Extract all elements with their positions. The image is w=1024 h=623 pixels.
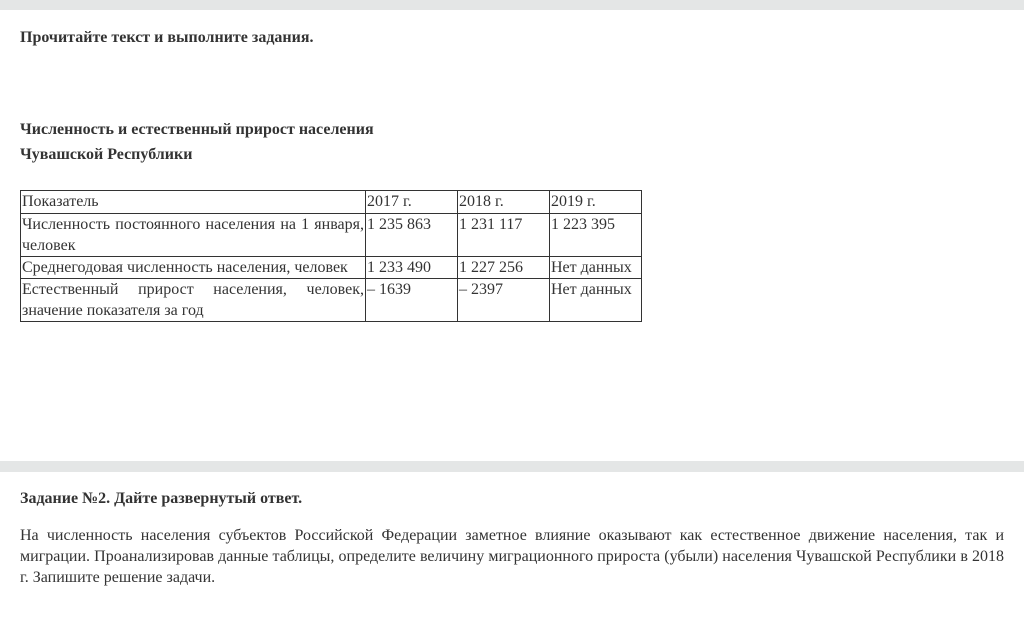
row-value-2017: 1 233 490 bbox=[366, 257, 458, 279]
header-2018: 2018 г. bbox=[458, 191, 550, 214]
population-table bbox=[20, 190, 642, 322]
header-indicator: Показатель bbox=[21, 191, 366, 214]
table-row bbox=[21, 257, 642, 279]
row-value-2018: 1 227 256 bbox=[458, 257, 550, 279]
row-label: Среднегодовая численность населения, человек bbox=[21, 257, 366, 279]
table-title-line-1: Численность и естественный прирост населения bbox=[20, 121, 374, 138]
task-panel bbox=[0, 472, 1024, 623]
row-value-2017: 1 235 863 bbox=[366, 214, 458, 257]
row-label: Естественный прирост населения, человек, значение показателя за год bbox=[21, 279, 366, 322]
table-header-row bbox=[21, 191, 642, 214]
header-2017: 2017 г. bbox=[366, 191, 458, 214]
instruction-text: Прочитайте текст и выполните задания. bbox=[20, 29, 314, 46]
row-value-2019: Нет данных bbox=[550, 257, 642, 279]
row-value-2018: 1 231 117 bbox=[458, 214, 550, 257]
task-title: Задание №2. Дайте развернутый ответ. bbox=[20, 490, 303, 507]
table-title bbox=[20, 117, 374, 167]
task-text: На численность населения субъектов Российской Федерации заметное влияние оказывают как естественное движение населения, так и миграции. Проанализировав данные таблицы, определите величину миграционного прироста (убыли) населения Чувашской Республики в 2018 г. Запишите решение задачи. bbox=[20, 527, 1004, 586]
reading-panel bbox=[0, 10, 1024, 461]
table-row bbox=[21, 279, 642, 322]
row-label: Численность постоянного населения на 1 января, человек bbox=[21, 214, 366, 257]
row-value-2019: 1 223 395 bbox=[550, 214, 642, 257]
row-value-2017: – 1639 bbox=[366, 279, 458, 322]
header-2019: 2019 г. bbox=[550, 191, 642, 214]
row-value-2019: Нет данных bbox=[550, 279, 642, 322]
row-value-2018: – 2397 bbox=[458, 279, 550, 322]
table-title-line-2: Чувашской Республики bbox=[20, 146, 193, 163]
table-row bbox=[21, 214, 642, 257]
